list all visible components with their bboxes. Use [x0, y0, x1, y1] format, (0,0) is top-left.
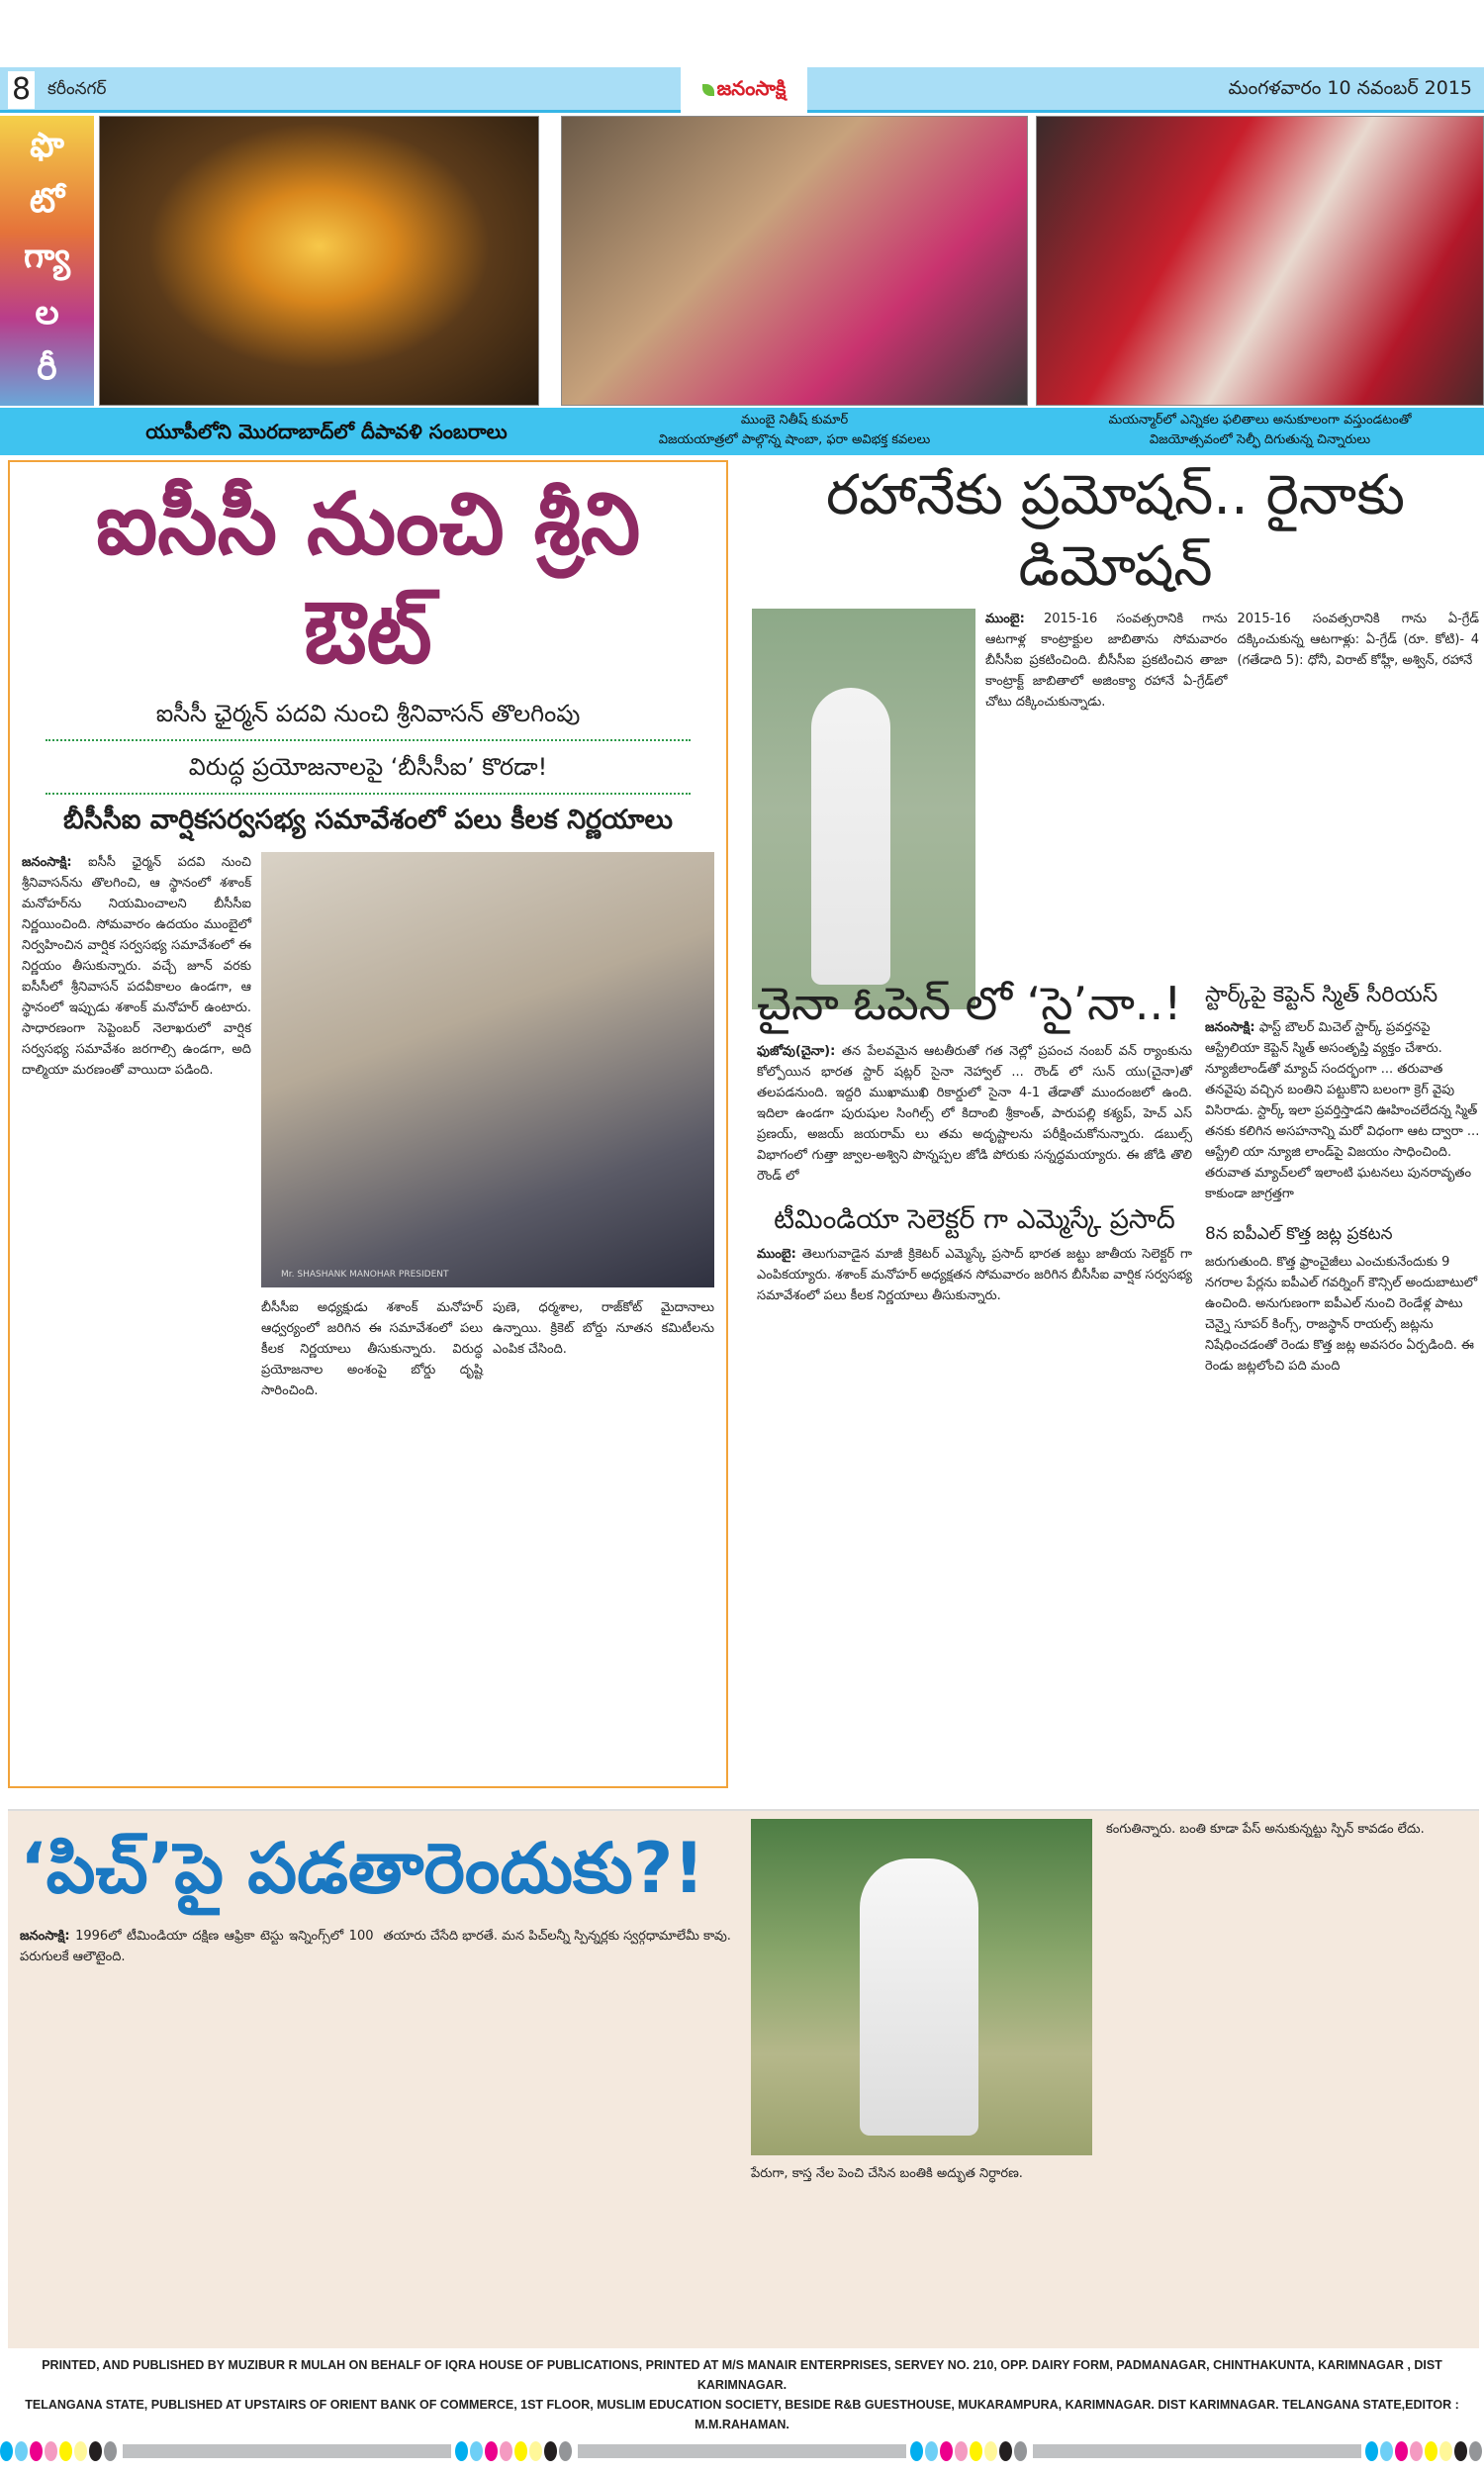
article-column: తయారు చేసేది భారతే. మన పిచ్‌లన్నీ స్పిన్నర్లకు స్వర్గధామాలేమీ కావు. [383, 1929, 731, 1944]
registration-dot [1395, 2441, 1408, 2461]
registration-dot [485, 2441, 498, 2461]
article-text: 1996లో టీమిండియా దక్షిణ ఆఫ్రికా టెస్టు ఇన్నింగ్స్‌లో 100 పరుగులకే ఆలౌటైంది. [20, 1929, 374, 1964]
rahane-headline: రహానేకు ప్రమోషన్.. రైనాకు డిమోషన్ [825, 463, 1406, 599]
dateline: జనంసాక్షి: [20, 1929, 70, 1944]
rahane-article [752, 460, 1479, 1009]
registration-dot [1454, 2441, 1467, 2461]
imprint-line: PRINTED, AND PUBLISHED BY MUZIBUR R MULAH ON BEHALF OF IQRA HOUSE OF PUBLICATIONS, PRINTED AT M/S MANAIR ENTERPRISES, SERVEY NO. 210, OPP. DAIRY FORM, PADMANAGAR, CHINTHAKUNTA, KARIMNAGAR , DIST KARIMNAGAR. [42, 2358, 1442, 2392]
page-number: 8 [8, 71, 35, 109]
dateline: ఫుజోవు(చైనా): [757, 1044, 836, 1059]
photo-gallery-label [0, 116, 94, 406]
registration-dot [910, 2441, 923, 2461]
imprint-line: TELANGANA STATE, PUBLISHED AT UPSTAIRS OF ORIENT BANK OF COMMERCE, 1ST FLOOR, MUSLIM EDUCATION SOCIETY, BESIDE R&B GUESTHOUSE, MUKARAMPURA, KARIMNAGAR. DIST KARIMNAGAR. TELANGANA STATE,EDITOR : M.M.RAHAMAN. [25, 2398, 1459, 2431]
masthead [0, 67, 1484, 113]
registration-dot [559, 2441, 572, 2461]
registration-dot [514, 2441, 527, 2461]
article-text: ఐసీసీ ఛైర్మన్ పదవి నుంచి శ్రీనివాసన్‌ను తొలగించి, ఆ స్థానంలో శశాంక్ మనోహర్‌ను నియమించాలని బీసీసీఐ నిర్ణయించింది. సోమవారం ఉదయం ముంబైలో నిర్వహించిన వార్షిక సర్వసభ్య సమావేశంలో ఈ నిర్ణయం తీసుకున్నారు. వచ్చే జూన్ వరకు ఐసీసీలో శ్రీనివాసన్ పదవీకాలం ఉండగా, ఆ స్థానంలో ఇప్పుడు శశాంక్ మనోహర్ ఉంటారు. సాధారణంగా సెప్టెంబర్ నెలాఖరులో వార్షిక సర్వసభ్య సమావేశం జరగాల్సి ఉండగా, అది దాల్మియా మరణంతో వాయిదా పడింది. [22, 855, 251, 1078]
lead-subheading: ఐసీసీ ఛైర్మన్ పదవి నుంచి శ్రీనివాసన్ తొలగింపు [155, 700, 581, 727]
registration-dot [30, 2441, 43, 2461]
caption-line: మయన్మార్‌లో ఎన్నికల ఫలితాలు అనుకూలంగా వస్తుండటంతో [1108, 413, 1412, 428]
dateline: ముంబై: [757, 1247, 796, 1262]
divider [46, 793, 691, 795]
article-column: పుణె, ధర్మశాల, రాజ్‌కోట్ మైదానాలు ఉన్నాయి. క్రికెట్ బోర్డు నూతన కమిటీలను ఎంపిక చేసింది. [493, 1300, 714, 1357]
registration-dot [999, 2441, 1012, 2461]
registration-dot [45, 2441, 57, 2461]
registration-dot [1365, 2441, 1378, 2461]
pitch-article [8, 1809, 1479, 2348]
player-figure [811, 688, 890, 985]
registration-gray-bar [1033, 2444, 1361, 2458]
logo-text: జనంసాక్షి [716, 75, 787, 100]
ipl-headline: 8న ఐపీఎల్ కొత్త జట్ల ప్రకటన [1205, 1224, 1393, 1244]
shashank-manohar-photo [261, 852, 714, 1287]
article-column: బీసీసీఐ అధ్యక్షుడు శశాంక్ మనోహర్ ఆధ్వర్యంలో జరిగిన ఈ సమావేశంలో పలు కీలక నిర్ణయాలు తీసుకున్నారు. విరుద్ధ ప్రయోజనాల అంశంపై బోర్డు దృష్టి సారించింది. [261, 1300, 483, 1398]
article-body [757, 1244, 1192, 1306]
lead-body [22, 852, 714, 1401]
registration-dot [940, 2441, 953, 2461]
registration-dot [89, 2441, 102, 2461]
registration-dot [59, 2441, 72, 2461]
registration-dot [529, 2441, 542, 2461]
photo-caption [1036, 411, 1484, 450]
registration-gray-bar [123, 2444, 451, 2458]
article-column [20, 1926, 374, 1967]
dateline: జనంసాక్షి: [22, 855, 72, 870]
diwali-lamps-photo [99, 116, 539, 406]
registration-dot [970, 2441, 982, 2461]
photo-caption: యూపీలోని మొరదాబాద్‌లో దీపావళి సంబరాలు [145, 420, 508, 443]
caption-line: విజయయాత్రలో పాల్గొన్న షాంబా, ఫరా అవిభక్త కవలలు [658, 432, 931, 447]
registration-dot [984, 2441, 997, 2461]
registration-dot [455, 2441, 468, 2461]
starc-headline: స్టార్క్‌పై కెప్టెన్ స్మిత్ సీరియస్ [1205, 983, 1438, 1007]
player-figure [860, 1858, 978, 2136]
rahane-photo [752, 609, 975, 1009]
gallery-label-part: ల [35, 292, 59, 333]
registration-dot [1439, 2441, 1452, 2461]
edition-name: కరీంనగర్ [47, 79, 107, 99]
gallery-label-part: రీ [37, 347, 57, 388]
caption-line: విజయోత్సవంలో సెల్ఫీ దిగుతున్న చిన్నారులు [1149, 432, 1371, 447]
caption-line: ముంబై నితీష్ కుమార్ [740, 413, 849, 428]
newspaper-logo [681, 67, 807, 113]
article-column: పేరుగా, కాస్త నేల పెంచి చేసిన బంతికి అద్భుత నిర్ధారణ. [751, 2166, 1023, 2181]
print-registration-bar [0, 2440, 1484, 2462]
article-body [757, 1041, 1192, 1187]
imprint-footer [0, 2355, 1484, 2462]
registration-dot [15, 2441, 28, 2461]
registration-dot [1425, 2441, 1438, 2461]
registration-dot [925, 2441, 938, 2461]
registration-dot [104, 2441, 117, 2461]
article-text: 2015-16 సంవత్సరానికి గాను ఆటగాళ్ల కాంట్రాక్టుల జాబితాను సోమవారం బీసీసీఐ ప్రకటించింది. బీసీసీఐ ప్రకటించిన తాజా కాంట్రాక్ట్ జాబితాలో అజింక్యా రహానే ఏ-గ్రేడ్‌లో చోటు దక్కించుకున్నాడు. [985, 612, 1228, 710]
photo-caption [561, 411, 1028, 450]
lead-subheading: విరుద్ధ ప్రయోజనాలపై ‘బీసీసీఐ’ కొరడా! [188, 753, 548, 781]
article-column [985, 609, 1228, 713]
pitch-columns [20, 1926, 737, 1967]
lead-article [8, 460, 728, 1788]
cricket-pitch-photo [751, 1819, 1092, 2155]
middle-column [757, 972, 1192, 1306]
lead-headline: ఐసీసీ నుంచి శ్రీని ఔట్ [95, 475, 641, 683]
lead-right-block [261, 852, 714, 1401]
registration-dot [74, 2441, 87, 2461]
registration-dot [500, 2441, 512, 2461]
right-column [1205, 980, 1480, 1377]
article-text: ఫాస్ట్ బౌలర్ మిచెల్ స్టార్క్ ప్రవర్తనపై ఆస్ట్రేలియా కెప్టెన్ స్మిత్ అసంతృప్తి వ్యక్తం చేశారు. న్యూజీలాండ్‌తో మ్యాచ్ సందర్భంగా ... తరువాత తనవైపు వచ్చిన బంతిని పట్టుకొని బలంగా క్రెగ్ వైపు విసిరాడు. స్టార్క్ ఇలా ప్రవర్తిస్తాడని ఊహించలేదన్న స్మిత్ తనకు కలిగిన అసహనాన్ని మరో విధంగా ఆట ద్వారా ... ఆస్ట్రేలి యా న్యూజి లాండ్‌పై విజయం సాధించింది. తరువాత మ్యాచ్‌లలో ఇలాంటి ఘటనలు పునరావృతం కాకుండా జాగ్రత్తగా [1205, 1020, 1480, 1201]
registration-dot [955, 2441, 968, 2461]
registration-dot [0, 2441, 13, 2461]
leaf-icon [702, 84, 714, 96]
gallery-label-part: గ్యా [24, 237, 70, 277]
saina-headline: చైనా ఓపెన్ లో ‘సై’నా..! [757, 977, 1182, 1030]
article-column [22, 852, 251, 1081]
article-text: తన పేలవమైన ఆటతీరుతో గత నెల్లో ప్రపంచ నంబర్ వన్ ర్యాంకును కోల్పోయిన భారత స్టార్ షట్లర్ సైనా నెహ్వాల్ ... రౌండ్ లో సున్ యు(చైనా)తో తలపడనుంది. ఇద్దరి ముఖాముఖి రికార్డులో సైనా 4-1 తేడాతో ముందంజలో ఉంది. ఇదిలా ఉండగా పురుషుల సింగిల్స్ లో కిదాంబి శ్రీకాంత్, పారుపల్లి కశ్యప్, హెచ్ ఎస్ ప్రణయ్, అజయ్ జయరామ్ లు తమ అదృష్టాలను పరీక్షించుకోనున్నారు. డబుల్స్ విభాగంలో గుత్తా జ్వాల-అశ్విని పొన్నప్పల జోడి పోరుకు సన్నద్ధమయ్యారు. ఈ జోడి తొలి రౌండ్ లో [757, 1044, 1192, 1184]
gallery-label-part: టో [29, 181, 65, 222]
issue-date: మంగళవారం 10 నవంబర్ 2015 [1228, 77, 1472, 99]
lead-subheading: బీసీసీఐ వార్షికసర్వసభ్య సమావేశంలో పలు కీలక నిర్ణయాలు [63, 805, 673, 835]
registration-dot [1014, 2441, 1027, 2461]
pitch-headline: ‘పిచ్’పై పడతారెందుకు?! [20, 1828, 705, 1909]
pitch-photo-block [751, 1819, 1092, 2340]
registration-gray-bar [578, 2444, 906, 2458]
registration-dot [1380, 2441, 1393, 2461]
gallery-label-part: ఫొ [30, 126, 64, 166]
article-text: తెలుగువాడైన మాజీ క్రికెటర్ ఎమ్మెస్కే ప్రసాద్ భారత జట్టు జాతీయ సెలెక్టర్ గా ఎంపికయ్యారు. శశాంక్ మనోహర్ అధ్యక్షతన సోమవారం జరిగిన బీసీసీఐ వార్షిక సర్వసభ్య సమావేశంలో పలు కీలక నిర్ణయాలు తీసుకున్నారు. [757, 1247, 1192, 1303]
imprint-text [0, 2355, 1484, 2434]
article-body [1205, 1017, 1480, 1204]
pitch-left-block [20, 1819, 737, 2340]
article-body: జరుగుతుంది. కొత్త ఫ్రాంచైజీలు ఎంచుకునేందుకు 9 నగరాల పేర్లను ఐపీఎల్ గవర్నింగ్ కౌన్సిల్ అందుబాటులో ఉంచింది. అనుగుణంగా ఐపీఎల్ నుంచి రెండేళ్ల పాటు చెన్నై సూపర్ కింగ్స్, రాజస్థాన్ రాయల్స్ జట్లను నిషేధించడంతో రెండు కొత్త జట్ల అవసరం ఏర్పడింది. ఈ రెండు జట్లలోంచి పది మంది [1205, 1255, 1478, 1374]
selector-headline: టీమిండియా సెలెక్టర్ గా ఎమ్మెస్కే ప్రసాద్ [774, 1204, 1175, 1235]
lead-lower-columns [261, 1297, 714, 1401]
registration-dot [544, 2441, 557, 2461]
article-column: కంగుతిన్నారు. బంతి కూడా పేస్ అనుకున్నట్టు స్పిన్ కావడం లేదు. [1106, 1822, 1425, 1837]
myanmar-selfie-photo [1036, 116, 1484, 406]
registration-dot [470, 2441, 483, 2461]
photo-captions-bar [0, 406, 1484, 455]
dateline: జనంసాక్షి: [1205, 1020, 1255, 1035]
registration-dot [1469, 2441, 1482, 2461]
twins-crowd-photo [561, 116, 1028, 406]
rahane-body [752, 609, 1479, 1009]
photo-credit: Mr. SHASHANK MANOHAR PRESIDENT [281, 1270, 449, 1280]
registration-dot [1410, 2441, 1423, 2461]
divider [46, 739, 691, 741]
article-column: 2015-16 సంవత్సరానికి గాను ఏ-గ్రేడ్ దక్కించుకున్న ఆటగాళ్లు: ఏ-గ్రేడ్ (రూ. కోటి)- 4 (గతేడాది 5): ధోనీ, విరాట్ కోహ్లీ, అశ్విన్, రహానే [1237, 612, 1479, 668]
dateline: ముంబై: [985, 612, 1025, 626]
